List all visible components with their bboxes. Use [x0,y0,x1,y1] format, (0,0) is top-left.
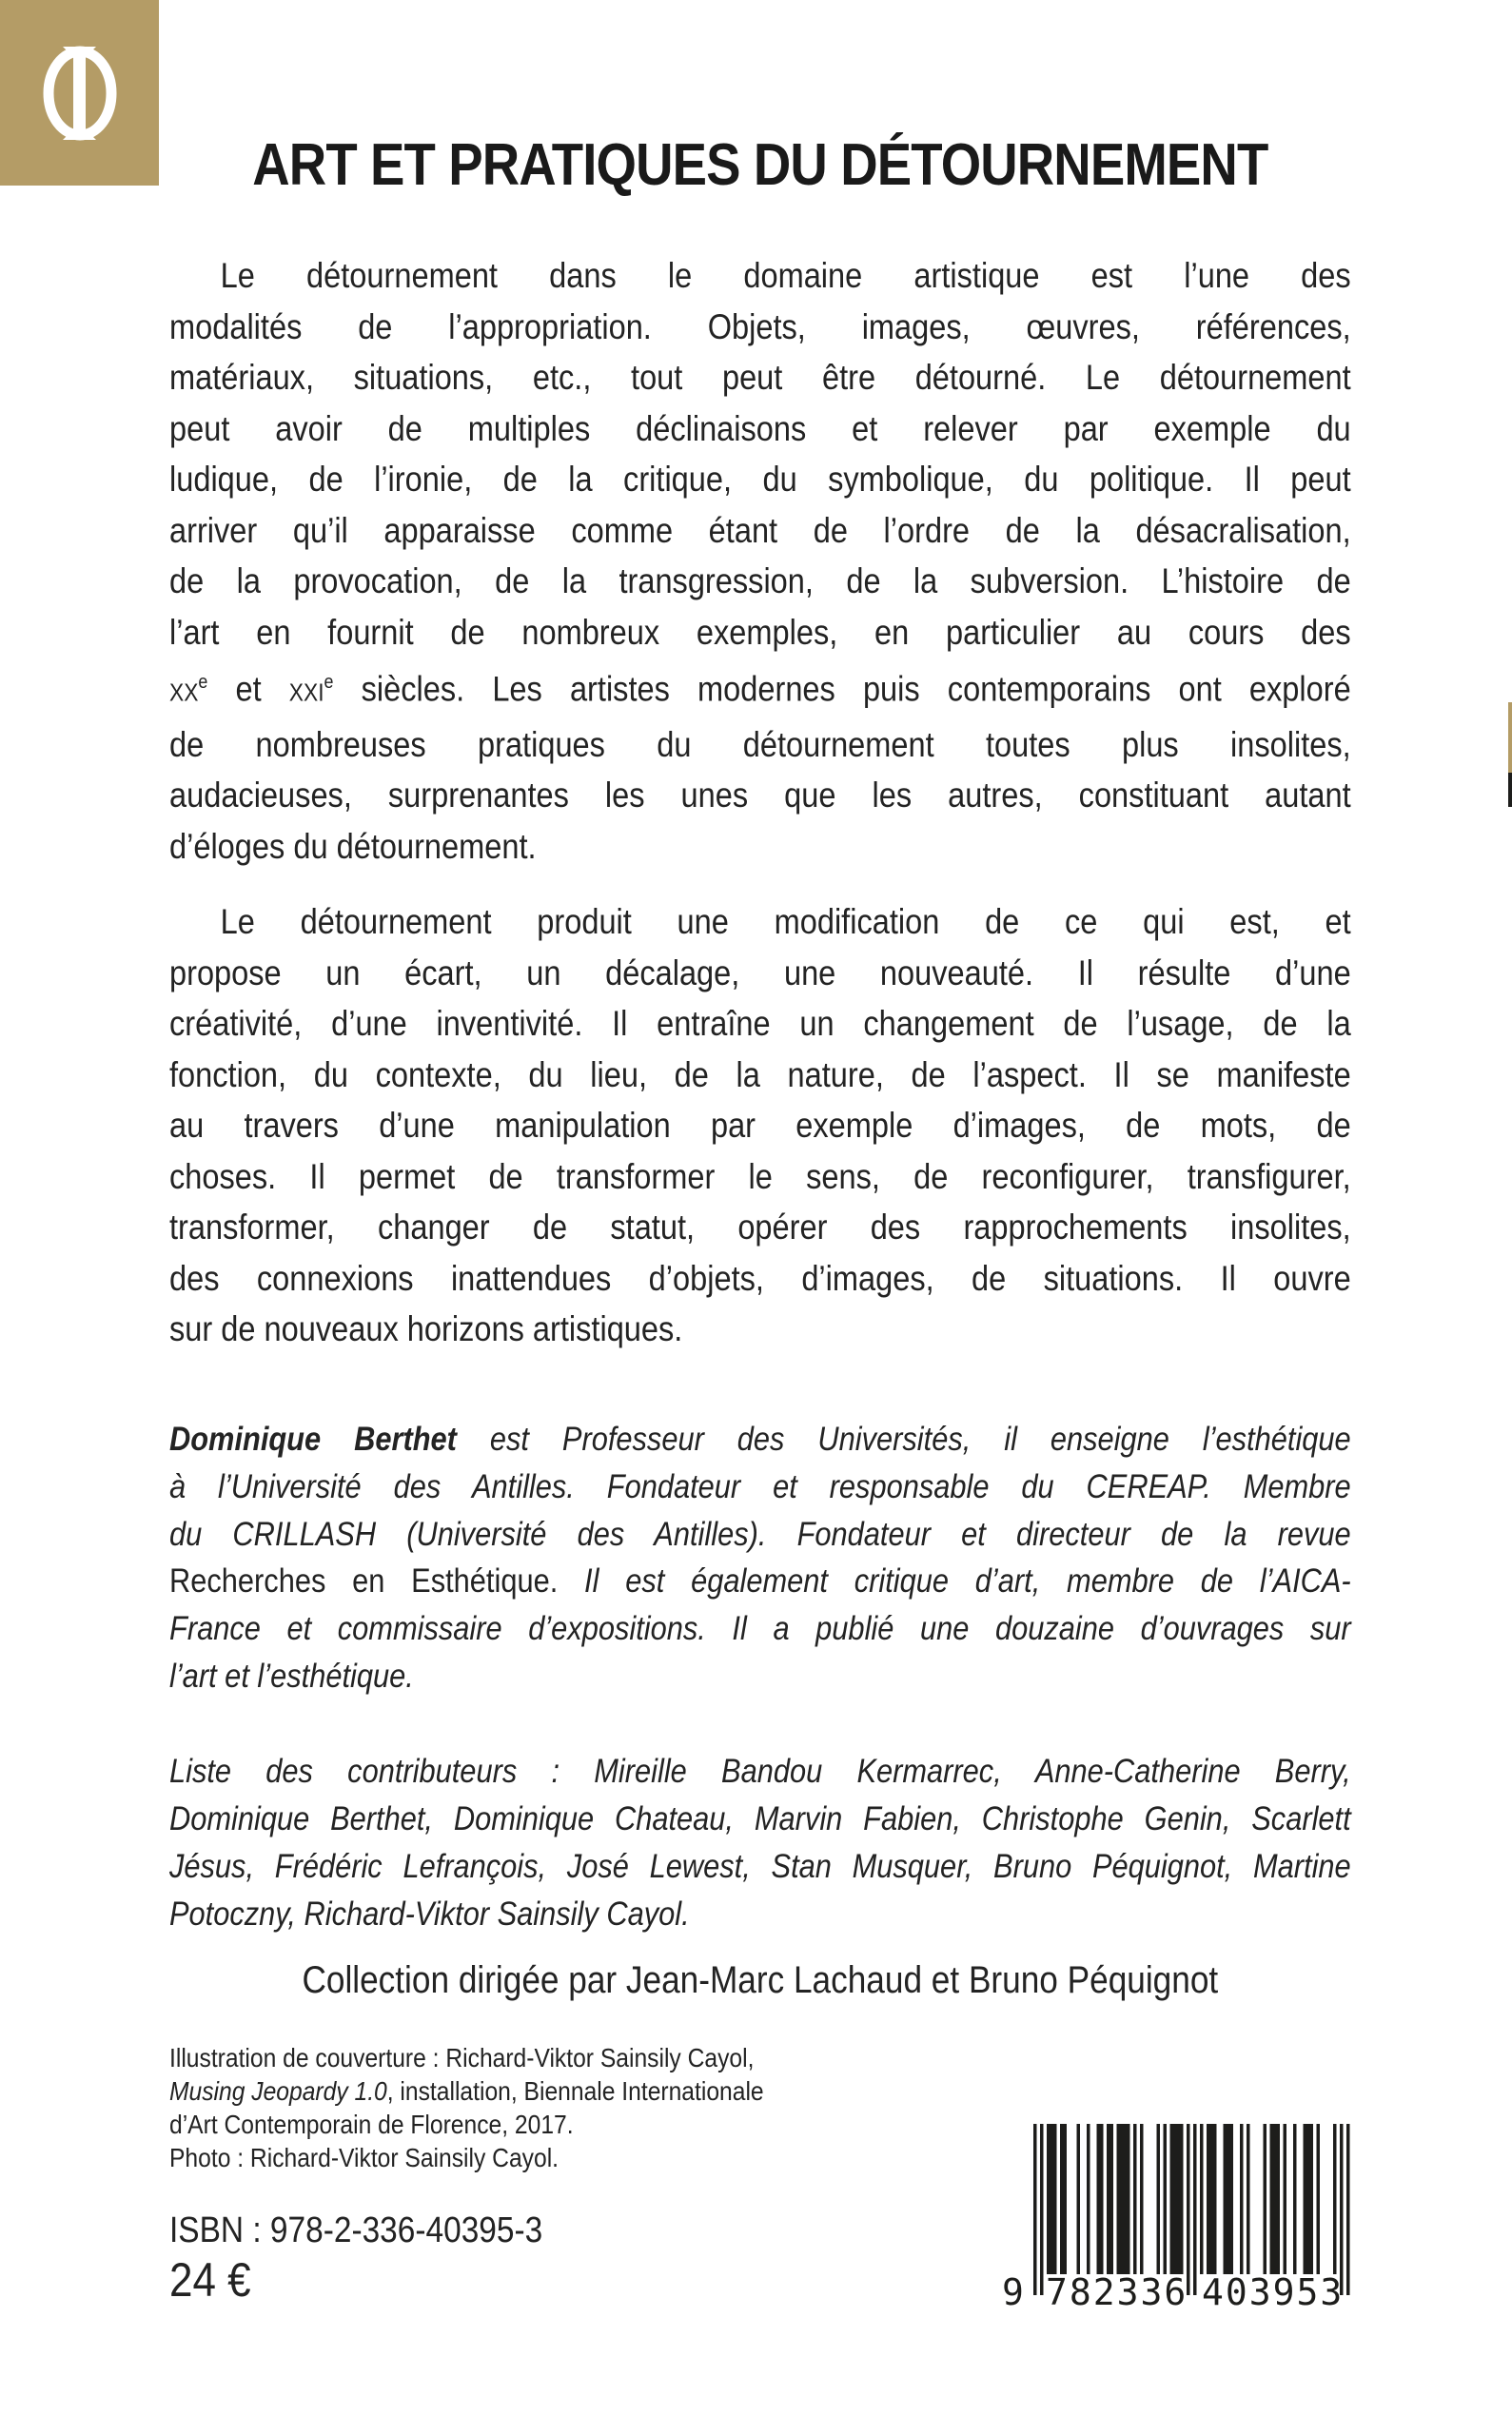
text-line: à l’Université des Antilles. Fondateur et responsable du CEREAP. Membre [169,1467,1351,1505]
book-title: ART ET PRATIQUES DU DÉTOURNEMENT [252,132,1268,198]
text-line: modalités de l’appropriation. Objets, images, œuvres, références, [169,306,1351,346]
spine-mark-gold [1508,702,1512,773]
text-line: Recherches en Esthétique. Il est également critique d’art, membre de l’AICA- [169,1562,1351,1601]
content-column [169,0,1351,2416]
text-line: ludique, de l’ironie, de la critique, du symbolique, du politique. Il peut [169,460,1351,499]
text-line: arriver qu’il apparaisse comme étant de l’ordre de la désacralisation, [169,510,1351,550]
text-line: XXe et XXIe siècles. Les artistes modernes puis contemporains ont exploré [169,669,1351,709]
text-line: d’éloges du détournement. [169,826,537,866]
spine-mark-black [1508,773,1512,807]
text-line: Dominique Berthet est Professeur des Universités, il enseigne l’esthétique [169,1421,1351,1458]
synopsis-paragraph-2 [169,896,1351,1355]
collection-note: Collection dirigée par Jean-Marc Lachaud et Bruno Péquignot [302,1959,1219,2001]
text-line: du CRILLASH (Université des Antilles). Fondateur et directeur de la revue [169,1515,1351,1553]
text-line: au travers d’une manipulation par exemple d’images, de mots, de [169,1106,1351,1145]
text-line: propose un écart, un décalage, une nouveauté. Il résulte d’une [169,953,1351,992]
text-line: peut avoir de multiples déclinaisons et relever par exemple du [169,408,1351,448]
contributors-list [169,1748,1351,1938]
text-line: Le détournement dans le domaine artistique est l’une des [220,256,1351,295]
text-line: Potoczny, Richard-Viktor Sainsily Cayol. [169,1895,690,1933]
text-line: sur de nouveaux horizons artistiques. [169,1309,683,1348]
text-line: Liste des contributeurs : Mireille Bandou Kermarrec, Anne-Catherine Berry, [169,1753,1351,1790]
synopsis-paragraph-1 [169,250,1351,872]
text-line: Photo : Richard-Viktor Sainsily Cayol. [169,2143,560,2172]
isbn-text: ISBN : 978-2-336-40395-3 [169,2210,543,2250]
text-line: des connexions inattendues d’objets, d’images, de situations. Il ouvre [169,1258,1351,1298]
publisher-logo [0,0,159,186]
text-line: l’art et l’esthétique. [169,1657,414,1695]
text-line: Musing Jeopardy 1.0, installation, Biennale Internationale [169,2076,764,2106]
text-line: audacieuses, surprenantes les unes que les autres, constituant autant [169,776,1351,815]
text-line: l’art en fournit de nombreux exemples, en particulier au cours des [169,612,1351,652]
text-line: Dominique Berthet, Dominique Chateau, Marvin Fabien, Christophe Genin, Scarlett [169,1800,1351,1837]
price-text: 24 € [169,2253,251,2307]
barcode-digits: 9 [1002,2271,1024,2310]
barcode-digits: 403953 [1202,2271,1345,2310]
text-line: créativité, d’une inventivité. Il entraîne un changement de l’usage, de la [169,1004,1351,1043]
text-line: de nombreuses pratiques du détournement toutes plus insolites, [169,724,1351,764]
barcode-graphic [1002,2124,1357,2310]
ean-barcode [1002,2124,1357,2310]
text-line: de la provocation, de la transgression, de la subversion. L’histoire de [169,561,1351,600]
text-line: d’Art Contemporain de Florence, 2017. [169,2110,574,2139]
text-line: matériaux, situations, etc., tout peut être détourné. Le détournement [169,358,1351,397]
text-line: fonction, du contexte, du lieu, de la nature, de l’aspect. Il se manifeste [169,1054,1351,1094]
author-bio [169,1416,1351,1700]
text-line: Illustration de couverture : Richard-Viktor Sainsily Cayol, [169,2043,755,2072]
text-line: transformer, changer de statut, opérer des rapprochements insolites, [169,1208,1351,1247]
text-line: choses. Il permet de transformer le sens, de reconfigurer, transfigurer, [169,1156,1351,1196]
phi-icon [0,0,159,186]
text-line: France et commissaire d’expositions. Il a publié une douzaine d’ouvrages sur [169,1610,1351,1648]
barcode-digits: 782336 [1046,2271,1188,2310]
text-line: Le détournement produit une modification de ce qui est, et [220,902,1351,941]
text-line: Jésus, Frédéric Lefrançois, José Lewest, Stan Musquer, Bruno Péquignot, Martine [169,1848,1351,1885]
